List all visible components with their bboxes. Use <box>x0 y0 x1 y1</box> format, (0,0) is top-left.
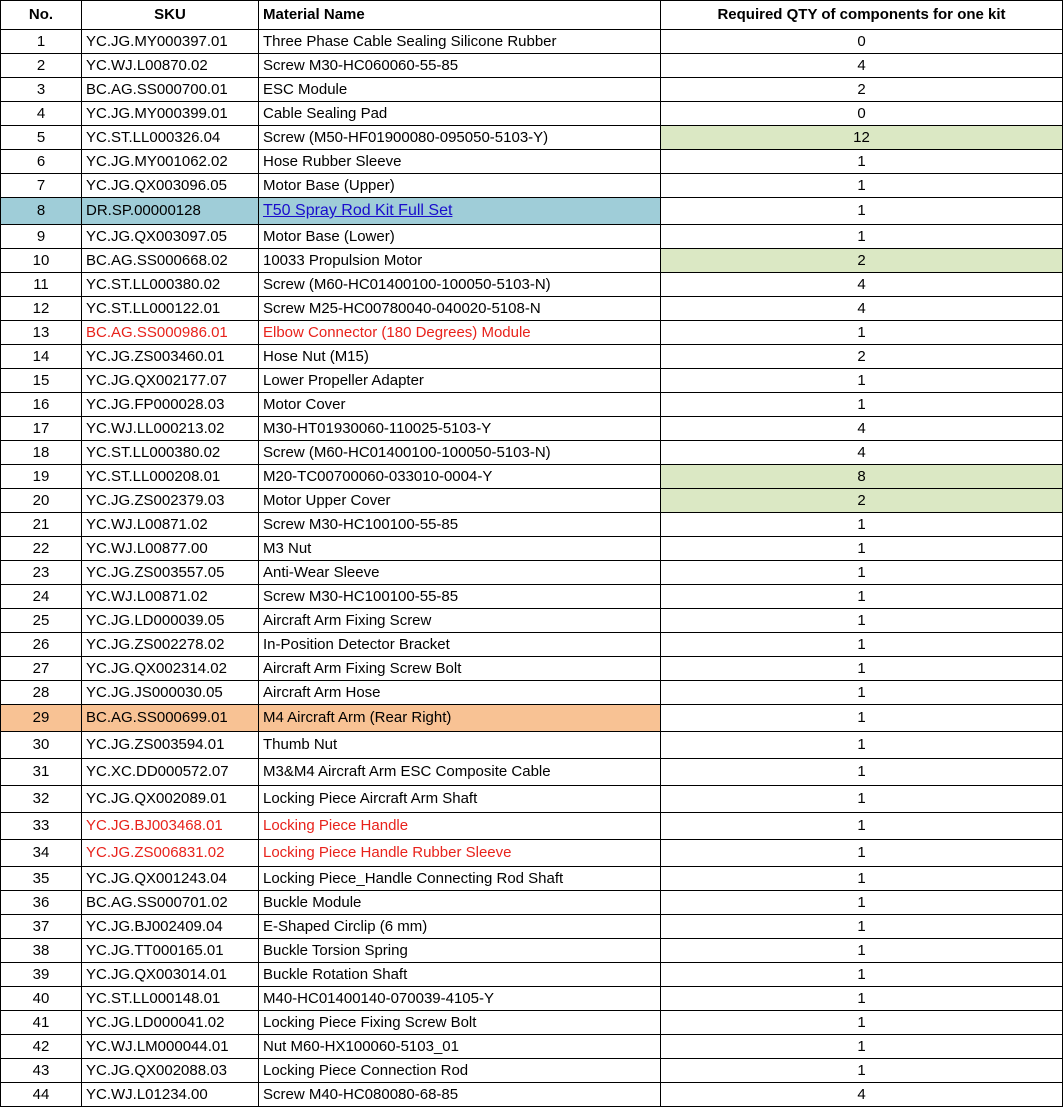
cell-no[interactable]: 2 <box>1 54 82 78</box>
cell-no[interactable]: 42 <box>1 1035 82 1059</box>
cell-no[interactable]: 15 <box>1 369 82 393</box>
cell-sku[interactable]: YC.JG.FP000028.03 <box>82 393 259 417</box>
cell-no[interactable]: 1 <box>1 30 82 54</box>
table-row <box>1 345 1063 369</box>
table-row <box>1 732 1063 759</box>
cell-qty[interactable]: 1 <box>661 537 1063 561</box>
cell-sku[interactable]: YC.JG.LD000039.05 <box>82 609 259 633</box>
cell-sku[interactable]: YC.JG.QX003097.05 <box>82 225 259 249</box>
cell-no[interactable]: 13 <box>1 321 82 345</box>
table-row <box>1 1083 1063 1107</box>
table-row <box>1 249 1063 273</box>
table-row <box>1 1011 1063 1035</box>
cell-material-name[interactable]: M3&M4 Aircraft Arm ESC Composite Cable <box>259 759 661 786</box>
cell-no[interactable]: 28 <box>1 681 82 705</box>
cell-qty[interactable]: 0 <box>661 30 1063 54</box>
cell-no[interactable]: 35 <box>1 867 82 891</box>
cell-no[interactable]: 10 <box>1 249 82 273</box>
cell-no[interactable]: 25 <box>1 609 82 633</box>
cell-qty[interactable]: 1 <box>661 513 1063 537</box>
cell-sku[interactable]: BC.AG.SS000699.01 <box>82 705 259 732</box>
cell-material-name[interactable]: Motor Upper Cover <box>259 489 661 513</box>
cell-no[interactable]: 11 <box>1 273 82 297</box>
table-row <box>1 987 1063 1011</box>
cell-qty[interactable]: 1 <box>661 840 1063 867</box>
cell-sku[interactable]: YC.WJ.L00870.02 <box>82 54 259 78</box>
cell-material-name[interactable]: Locking Piece Handle <box>259 813 661 840</box>
cell-qty[interactable]: 1 <box>661 585 1063 609</box>
cell-sku[interactable]: YC.JG.LD000041.02 <box>82 1011 259 1035</box>
cell-sku[interactable]: YC.WJ.L00877.00 <box>82 537 259 561</box>
table-row <box>1 150 1063 174</box>
cell-qty[interactable]: 1 <box>661 174 1063 198</box>
material-link[interactable]: T50 Spray Rod Kit Full Set <box>263 202 453 219</box>
table-row <box>1 297 1063 321</box>
cell-material-name[interactable]: Thumb Nut <box>259 732 661 759</box>
cell-no[interactable]: 12 <box>1 297 82 321</box>
cell-sku[interactable]: YC.JG.QX002088.03 <box>82 1059 259 1083</box>
cell-sku[interactable]: YC.JG.MY000397.01 <box>82 30 259 54</box>
cell-material-name[interactable]: Anti-Wear Sleeve <box>259 561 661 585</box>
cell-qty[interactable]: 1 <box>661 1059 1063 1083</box>
table-row <box>1 633 1063 657</box>
cell-qty[interactable]: 2 <box>661 489 1063 513</box>
cell-qty[interactable]: 1 <box>661 369 1063 393</box>
cell-sku[interactable]: YC.ST.LL000380.02 <box>82 441 259 465</box>
cell-sku[interactable]: YC.ST.LL000380.02 <box>82 273 259 297</box>
table-row <box>1 891 1063 915</box>
table-row <box>1 369 1063 393</box>
cell-sku[interactable]: YC.JG.ZS003557.05 <box>82 561 259 585</box>
cell-no[interactable]: 34 <box>1 840 82 867</box>
header-material-name[interactable]: Material Name <box>259 1 661 30</box>
cell-sku[interactable]: YC.JG.QX003014.01 <box>82 963 259 987</box>
cell-no[interactable]: 29 <box>1 705 82 732</box>
cell-sku[interactable]: BC.AG.SS000668.02 <box>82 249 259 273</box>
cell-sku[interactable]: YC.WJ.L00871.02 <box>82 513 259 537</box>
cell-material-name[interactable]: Aircraft Arm Fixing Screw Bolt <box>259 657 661 681</box>
cell-no[interactable]: 37 <box>1 915 82 939</box>
table-row-highlighted <box>1 705 1063 732</box>
cell-sku[interactable]: YC.WJ.L01234.00 <box>82 1083 259 1107</box>
cell-no[interactable]: 20 <box>1 489 82 513</box>
cell-qty[interactable]: 1 <box>661 609 1063 633</box>
cell-no[interactable]: 41 <box>1 1011 82 1035</box>
cell-qty[interactable]: 1 <box>661 891 1063 915</box>
cell-sku[interactable]: YC.JG.BJ002409.04 <box>82 915 259 939</box>
cell-qty[interactable]: 4 <box>661 1083 1063 1107</box>
cell-qty[interactable]: 1 <box>661 393 1063 417</box>
table-row-red <box>1 813 1063 840</box>
cell-qty[interactable]: 1 <box>661 813 1063 840</box>
cell-qty[interactable]: 1 <box>661 786 1063 813</box>
cell-no[interactable]: 31 <box>1 759 82 786</box>
cell-material-name[interactable]: Locking Piece Aircraft Arm Shaft <box>259 786 661 813</box>
cell-material-name[interactable]: Screw M25-HC00780040-040020-5108-N <box>259 297 661 321</box>
cell-material-name[interactable]: M30-HT01930060-110025-5103-Y <box>259 417 661 441</box>
cell-sku[interactable]: YC.JG.QX002177.07 <box>82 369 259 393</box>
cell-material-name[interactable]: Motor Base (Lower) <box>259 225 661 249</box>
table-row <box>1 1035 1063 1059</box>
cell-no[interactable]: 4 <box>1 102 82 126</box>
cell-material-name[interactable]: Hose Nut (M15) <box>259 345 661 369</box>
cell-qty[interactable]: 1 <box>661 321 1063 345</box>
cell-material-name[interactable]: Screw M30-HC060060-55-85 <box>259 54 661 78</box>
cell-material-name[interactable]: Locking Piece_Handle Connecting Rod Shaft <box>259 867 661 891</box>
cell-sku[interactable]: YC.WJ.LL000213.02 <box>82 417 259 441</box>
header-no[interactable]: No. <box>1 1 82 30</box>
table-body <box>1 30 1063 1107</box>
cell-sku[interactable]: BC.AG.SS000986.01 <box>82 321 259 345</box>
cell-sku[interactable]: YC.JG.QX002314.02 <box>82 657 259 681</box>
cell-qty[interactable]: 2 <box>661 249 1063 273</box>
cell-sku[interactable]: YC.JG.MY001062.02 <box>82 150 259 174</box>
cell-no[interactable]: 7 <box>1 174 82 198</box>
table-row-red <box>1 321 1063 345</box>
cell-material-name[interactable]: Screw (M50-HF01900080-095050-5103-Y) <box>259 126 661 150</box>
table-row <box>1 681 1063 705</box>
cell-qty[interactable]: 12 <box>661 126 1063 150</box>
table-row-highlighted <box>1 198 1063 225</box>
cell-qty[interactable]: 1 <box>661 681 1063 705</box>
cell-qty[interactable]: 4 <box>661 417 1063 441</box>
cell-material-name[interactable]: Lower Propeller Adapter <box>259 369 661 393</box>
cell-no[interactable]: 23 <box>1 561 82 585</box>
cell-material-name[interactable]: In-Position Detector Bracket <box>259 633 661 657</box>
cell-no[interactable]: 9 <box>1 225 82 249</box>
cell-sku[interactable]: YC.WJ.L00871.02 <box>82 585 259 609</box>
cell-qty[interactable]: 4 <box>661 54 1063 78</box>
cell-qty[interactable]: 1 <box>661 987 1063 1011</box>
cell-no[interactable]: 32 <box>1 786 82 813</box>
cell-material-name[interactable]: Locking Piece Connection Rod <box>259 1059 661 1083</box>
table-row <box>1 417 1063 441</box>
cell-qty[interactable]: 1 <box>661 561 1063 585</box>
cell-qty[interactable]: 1 <box>661 915 1063 939</box>
cell-no[interactable]: 5 <box>1 126 82 150</box>
cell-sku[interactable]: YC.ST.LL000326.04 <box>82 126 259 150</box>
table-row <box>1 465 1063 489</box>
cell-material-name[interactable]: Screw M30-HC100100-55-85 <box>259 513 661 537</box>
cell-no[interactable]: 24 <box>1 585 82 609</box>
table-row <box>1 867 1063 891</box>
table-row <box>1 30 1063 54</box>
table-row <box>1 1059 1063 1083</box>
cell-qty[interactable]: 1 <box>661 1035 1063 1059</box>
cell-no[interactable]: 19 <box>1 465 82 489</box>
cell-material-name[interactable]: Buckle Torsion Spring <box>259 939 661 963</box>
cell-qty[interactable]: 1 <box>661 198 1063 225</box>
table-row <box>1 102 1063 126</box>
cell-material-name[interactable]: Hose Rubber Sleeve <box>259 150 661 174</box>
cell-no[interactable]: 6 <box>1 150 82 174</box>
cell-qty[interactable]: 4 <box>661 441 1063 465</box>
cell-no[interactable]: 40 <box>1 987 82 1011</box>
cell-no[interactable]: 38 <box>1 939 82 963</box>
cell-material-name[interactable]: M20-TC00700060-033010-0004-Y <box>259 465 661 489</box>
cell-material-name[interactable]: Aircraft Arm Fixing Screw <box>259 609 661 633</box>
table-row <box>1 915 1063 939</box>
table-row-red <box>1 840 1063 867</box>
cell-material-name[interactable]: Screw M40-HC080080-68-85 <box>259 1083 661 1107</box>
cell-sku[interactable]: YC.ST.LL000148.01 <box>82 987 259 1011</box>
cell-no[interactable]: 21 <box>1 513 82 537</box>
cell-sku[interactable]: YC.JG.QX003096.05 <box>82 174 259 198</box>
cell-qty[interactable]: 1 <box>661 1011 1063 1035</box>
cell-qty[interactable]: 1 <box>661 225 1063 249</box>
cell-no[interactable]: 26 <box>1 633 82 657</box>
cell-qty[interactable]: 4 <box>661 297 1063 321</box>
table-row <box>1 273 1063 297</box>
cell-sku[interactable]: YC.XC.DD000572.07 <box>82 759 259 786</box>
cell-material-name[interactable]: Buckle Module <box>259 891 661 915</box>
cell-material-name[interactable]: M3 Nut <box>259 537 661 561</box>
table-row <box>1 513 1063 537</box>
cell-sku[interactable]: YC.JG.MY000399.01 <box>82 102 259 126</box>
cell-sku[interactable]: YC.JG.TT000165.01 <box>82 939 259 963</box>
cell-no[interactable]: 3 <box>1 78 82 102</box>
cell-sku[interactable]: YC.JG.ZS003594.01 <box>82 732 259 759</box>
table-row <box>1 174 1063 198</box>
header-sku[interactable]: SKU <box>82 1 259 30</box>
cell-material-name[interactable]: Elbow Connector (180 Degrees) Module <box>259 321 661 345</box>
cell-no[interactable]: 44 <box>1 1083 82 1107</box>
cell-qty[interactable]: 1 <box>661 732 1063 759</box>
cell-no[interactable]: 33 <box>1 813 82 840</box>
cell-no[interactable]: 30 <box>1 732 82 759</box>
cell-material-name[interactable]: Screw (M60-HC01400100-100050-5103-N) <box>259 441 661 465</box>
cell-qty[interactable]: 1 <box>661 867 1063 891</box>
cell-qty[interactable]: 1 <box>661 939 1063 963</box>
table-row <box>1 963 1063 987</box>
cell-material-name[interactable]: E-Shaped Circlip (6 mm) <box>259 915 661 939</box>
cell-no[interactable]: 27 <box>1 657 82 681</box>
table-row <box>1 585 1063 609</box>
cell-sku[interactable]: YC.JG.BJ003468.01 <box>82 813 259 840</box>
cell-sku[interactable]: YC.WJ.LM000044.01 <box>82 1035 259 1059</box>
cell-sku[interactable]: YC.JG.ZS002379.03 <box>82 489 259 513</box>
cell-material-name[interactable]: Locking Piece Handle Rubber Sleeve <box>259 840 661 867</box>
cell-material-name[interactable]: Motor Cover <box>259 393 661 417</box>
cell-qty[interactable]: 1 <box>661 633 1063 657</box>
cell-material-name[interactable]: ESC Module <box>259 78 661 102</box>
cell-material-name[interactable]: Cable Sealing Pad <box>259 102 661 126</box>
cell-no[interactable]: 22 <box>1 537 82 561</box>
table-row <box>1 78 1063 102</box>
cell-material-name[interactable]: Nut M60-HX100060-5103_01 <box>259 1035 661 1059</box>
cell-qty[interactable]: 2 <box>661 78 1063 102</box>
cell-sku[interactable]: BC.AG.SS000701.02 <box>82 891 259 915</box>
cell-sku[interactable]: YC.JG.QX001243.04 <box>82 867 259 891</box>
table-row <box>1 225 1063 249</box>
cell-sku[interactable]: YC.JG.ZS003460.01 <box>82 345 259 369</box>
table-row <box>1 537 1063 561</box>
table-row <box>1 441 1063 465</box>
cell-sku[interactable]: YC.JG.QX002089.01 <box>82 786 259 813</box>
header-row <box>1 1 1063 30</box>
table-row <box>1 759 1063 786</box>
cell-qty[interactable]: 2 <box>661 345 1063 369</box>
cell-no[interactable]: 8 <box>1 198 82 225</box>
table-row <box>1 939 1063 963</box>
cell-material-name[interactable]: M4 Aircraft Arm (Rear Right) <box>259 705 661 732</box>
cell-no[interactable]: 39 <box>1 963 82 987</box>
cell-sku[interactable]: YC.JG.JS000030.05 <box>82 681 259 705</box>
cell-sku[interactable]: BC.AG.SS000700.01 <box>82 78 259 102</box>
cell-qty[interactable]: 4 <box>661 273 1063 297</box>
cell-no[interactable]: 16 <box>1 393 82 417</box>
table-row <box>1 393 1063 417</box>
cell-no[interactable]: 18 <box>1 441 82 465</box>
cell-material-name[interactable]: M40-HC01400140-070039-4105-Y <box>259 987 661 1011</box>
header-required-qty[interactable]: Required QTY of components for one kit <box>661 1 1063 30</box>
cell-material-name[interactable]: Three Phase Cable Sealing Silicone Rubber <box>259 30 661 54</box>
cell-sku[interactable]: YC.ST.LL000122.01 <box>82 297 259 321</box>
table-row <box>1 126 1063 150</box>
cell-qty[interactable]: 1 <box>661 963 1063 987</box>
cell-sku[interactable]: YC.JG.ZS006831.02 <box>82 840 259 867</box>
cell-no[interactable]: 17 <box>1 417 82 441</box>
cell-qty[interactable]: 1 <box>661 657 1063 681</box>
cell-qty[interactable]: 8 <box>661 465 1063 489</box>
cell-no[interactable]: 43 <box>1 1059 82 1083</box>
cell-material-name[interactable] <box>259 198 661 225</box>
cell-qty[interactable]: 0 <box>661 102 1063 126</box>
cell-material-name[interactable]: Aircraft Arm Hose <box>259 681 661 705</box>
cell-material-name[interactable]: Motor Base (Upper) <box>259 174 661 198</box>
table-row <box>1 786 1063 813</box>
cell-qty[interactable]: 1 <box>661 150 1063 174</box>
cell-material-name[interactable]: Screw (M60-HC01400100-100050-5103-N) <box>259 273 661 297</box>
cell-material-name[interactable]: Locking Piece Fixing Screw Bolt <box>259 1011 661 1035</box>
cell-material-name[interactable]: 10033 Propulsion Motor <box>259 249 661 273</box>
table-row <box>1 561 1063 585</box>
cell-no[interactable]: 14 <box>1 345 82 369</box>
table-row <box>1 489 1063 513</box>
cell-sku[interactable]: YC.ST.LL000208.01 <box>82 465 259 489</box>
cell-sku[interactable]: YC.JG.ZS002278.02 <box>82 633 259 657</box>
cell-no[interactable]: 36 <box>1 891 82 915</box>
cell-qty[interactable]: 1 <box>661 705 1063 732</box>
table-row <box>1 609 1063 633</box>
table-row <box>1 657 1063 681</box>
cell-qty[interactable]: 1 <box>661 759 1063 786</box>
cell-material-name[interactable]: Screw M30-HC100100-55-85 <box>259 585 661 609</box>
cell-sku[interactable]: DR.SP.00000128 <box>82 198 259 225</box>
table-row <box>1 54 1063 78</box>
cell-material-name[interactable]: Buckle Rotation Shaft <box>259 963 661 987</box>
